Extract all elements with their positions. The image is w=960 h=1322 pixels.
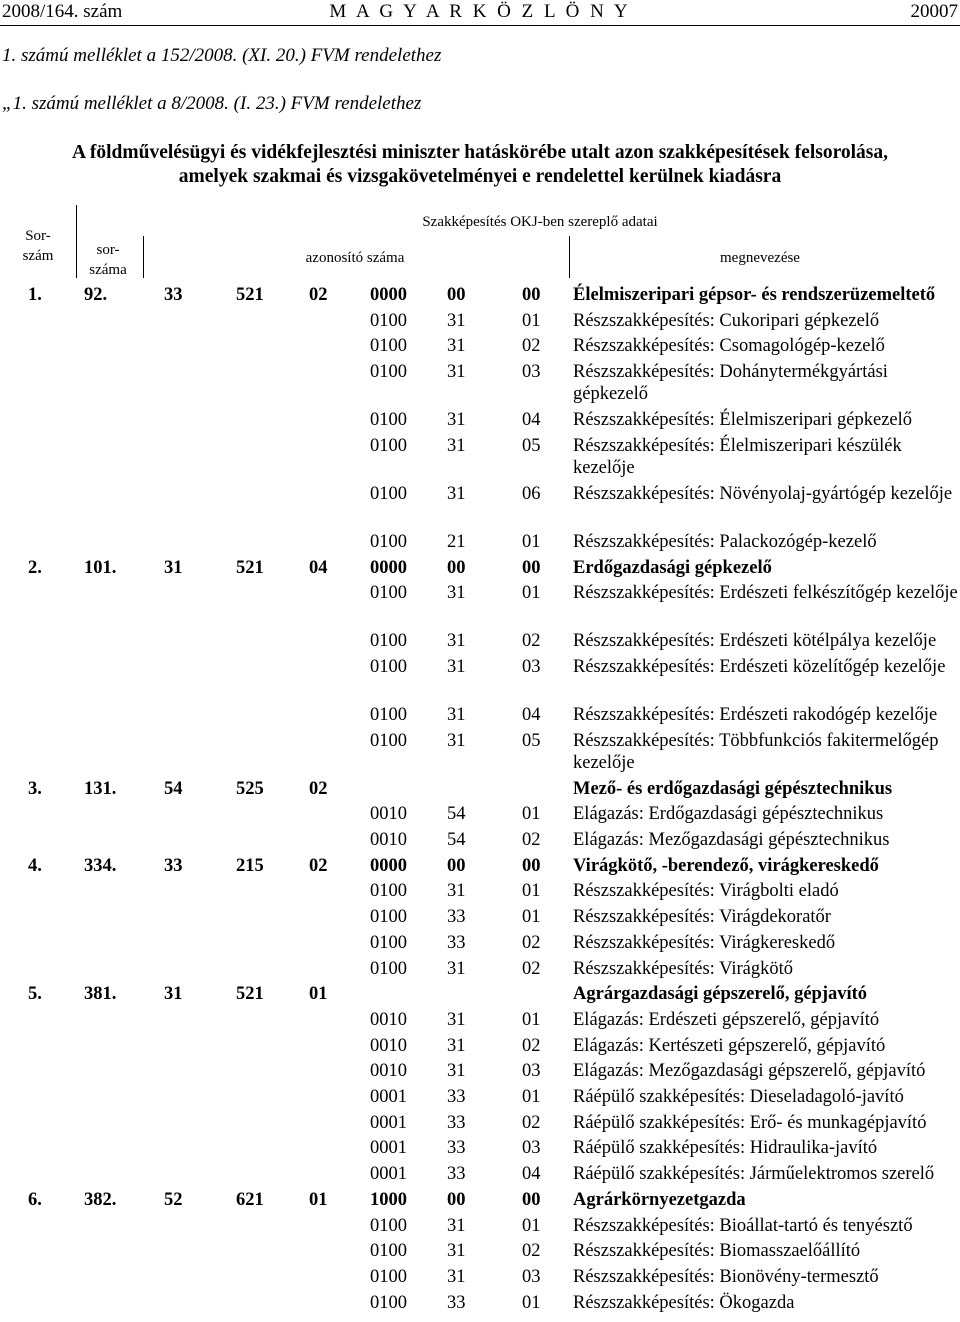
- table-row: [0, 879, 960, 905]
- journal-title: M A G Y A R K Ö Z L Ö N Y: [329, 1, 631, 22]
- cell-okj-part-5: 31: [447, 362, 466, 383]
- page-header: [0, 0, 960, 24]
- cell-okj-part-4: 0100: [370, 1215, 407, 1236]
- cell-megnevezes: Részszakképesítés: Bioállat-tartó és tenyésztő: [573, 1215, 913, 1236]
- table-row: [0, 1291, 960, 1317]
- cell-megnevezes: Részszakképesítés: Ökogazda: [573, 1292, 795, 1313]
- table-row: [0, 1214, 960, 1240]
- table-row: [0, 556, 960, 582]
- cell-megnevezes: Elágazás: Erdészeti gépszerelő, gépjavító: [573, 1009, 880, 1030]
- cell-okj-part-4: 0010: [370, 1009, 407, 1030]
- cell-megnevezes: Részszakképesítés: Virágdekoratőr: [573, 907, 831, 928]
- cell-okj-part-5: 31: [447, 1215, 466, 1236]
- cell-okj-part-4: 0100: [370, 483, 407, 504]
- annex-line-1: 1. számú melléklet a 152/2008. (XI. 20.) FVM rendelethez: [2, 45, 442, 66]
- cell-okj-part-1: 31: [164, 984, 183, 1005]
- cell-okj-part-4: 0001: [370, 1164, 407, 1185]
- cell-okj-part-4: 0100: [370, 362, 407, 383]
- cell-okj-part-5: 00: [447, 285, 466, 305]
- cell-okj-part-3: 02: [309, 778, 328, 799]
- table-row: [0, 905, 960, 931]
- table-row: [0, 828, 960, 854]
- cell-okj-part-5: 21: [447, 531, 466, 552]
- cell-megnevezes: Részszakképesítés: Többfunkciós fakitermelőgép kezelője: [573, 730, 939, 773]
- table-row: [0, 729, 960, 777]
- table-row: [0, 581, 960, 629]
- cell-okj-part-4: 0100: [370, 1266, 407, 1287]
- cell-okj-part-4: 0100: [370, 631, 407, 652]
- header-okj-group: Szakképesítés OKJ-ben szereplő adatai: [422, 214, 658, 230]
- cell-okj-part-4: 0100: [370, 310, 407, 331]
- table-row: [0, 703, 960, 729]
- cell-okj-part-6: 04: [522, 704, 541, 725]
- cell-okj-part-6: 01: [522, 1087, 541, 1107]
- table-row: [0, 1162, 960, 1188]
- table-row: [0, 982, 960, 1008]
- cell-megnevezes: Részszakképesítés: Virágbolti eladó: [573, 881, 839, 902]
- table-row: [0, 1034, 960, 1060]
- cell-megnevezes: Ráépülő szakképesítés: Hidraulika-javító: [573, 1138, 878, 1159]
- cell-megnevezes: Ráépülő szakképesítés: Dieseladagoló-javító: [573, 1087, 904, 1107]
- cell-okj-part-6: 02: [522, 932, 541, 953]
- cell-okj-part-5: 31: [447, 1266, 466, 1287]
- cell-okj-part-4: 0001: [370, 1112, 407, 1133]
- cell-megnevezes: Agrárgazdasági gépszerelő, gépjavító: [573, 984, 868, 1005]
- annex-line-2: „1. számú melléklet a 8/2008. (I. 23.) FVM rendelethez: [2, 93, 422, 114]
- cell-megnevezes: Részszakképesítés: Biomasszaelőállító: [573, 1241, 861, 1262]
- cell-okj-part-6: 02: [522, 958, 541, 979]
- cell-okj-part-4: 0001: [370, 1087, 407, 1107]
- cell-okj-part-5: 31: [447, 410, 466, 431]
- cell-okj-part-5: 33: [447, 1112, 466, 1133]
- cell-okj-part-4: 0010: [370, 1061, 407, 1082]
- cell-okj-part-5: 31: [447, 656, 466, 677]
- cell-okj-part-1: 33: [164, 855, 183, 876]
- table-row: [0, 1008, 960, 1034]
- cell-okj-part-4: 0100: [370, 932, 407, 953]
- cell-sorszam: 4.: [28, 855, 42, 876]
- table-row: [0, 1085, 960, 1111]
- table-row: [0, 434, 960, 482]
- cell-okj-part-4: 0000: [370, 855, 407, 876]
- cell-okj-part-6: 03: [522, 656, 541, 677]
- table-row: [0, 802, 960, 828]
- cell-okj-part-5: 54: [447, 830, 466, 850]
- table-row: [0, 854, 960, 880]
- cell-megnevezes: Elágazás: Kertészeti gépszerelő, gépjavító: [573, 1035, 886, 1056]
- cell-okj-part-6: 00: [522, 855, 541, 876]
- cell-sorszama: 131.: [84, 778, 117, 799]
- cell-okj-part-5: 31: [447, 631, 466, 652]
- cell-okj-part-6: 01: [522, 1292, 541, 1313]
- cell-sorszam: 5.: [28, 984, 42, 1005]
- cell-megnevezes: Részszakképesítés: Növényolaj-gyártógép kezelője: [573, 483, 953, 504]
- cell-okj-part-5: 00: [447, 557, 466, 578]
- cell-megnevezes: Elágazás: Mezőgazdasági gépésztechnikus: [573, 830, 890, 850]
- cell-megnevezes: Részszakképesítés: Cukoripari gépkezelő: [573, 310, 880, 331]
- cell-megnevezes: Részszakképesítés: Erdészeti közelítőgép kezelője: [573, 656, 946, 677]
- cell-okj-part-5: 31: [447, 958, 466, 979]
- cell-okj-part-6: 05: [522, 730, 541, 751]
- cell-okj-part-6: 01: [522, 907, 541, 928]
- table-row: [0, 629, 960, 655]
- cell-okj-part-4: 0100: [370, 704, 407, 725]
- cell-okj-part-6: 01: [522, 804, 541, 825]
- header-sorszama: sor- száma: [89, 242, 127, 278]
- table-row: [0, 655, 960, 703]
- cell-okj-part-2: 621: [236, 1189, 264, 1210]
- table-row: [0, 1265, 960, 1291]
- cell-okj-part-3: 02: [309, 285, 328, 305]
- cell-okj-part-2: 525: [236, 778, 264, 799]
- cell-okj-part-5: 31: [447, 1035, 466, 1056]
- cell-megnevezes: Ráépülő szakképesítés: Erő- és munkagépjavító: [573, 1112, 927, 1133]
- cell-okj-part-2: 521: [236, 984, 264, 1005]
- cell-megnevezes: Agrárkörnyezetgazda: [573, 1189, 746, 1210]
- table-row: [0, 334, 960, 360]
- cell-okj-part-4: 0100: [370, 583, 407, 604]
- cell-megnevezes: Részszakképesítés: Erdészeti rakodógép kezelője: [573, 704, 938, 725]
- cell-sorszama: 101.: [84, 557, 117, 578]
- table-row: [0, 931, 960, 957]
- cell-okj-part-6: 00: [522, 1189, 541, 1210]
- cell-okj-part-4: 0100: [370, 1292, 407, 1313]
- cell-okj-part-4: 0100: [370, 410, 407, 431]
- cell-okj-part-6: 00: [522, 285, 541, 305]
- cell-megnevezes: Részszakképesítés: Erdészeti felkészítőgép kezelője: [573, 583, 958, 604]
- cell-okj-part-6: 05: [522, 435, 541, 456]
- cell-okj-part-5: 31: [447, 435, 466, 456]
- cell-okj-part-4: 0100: [370, 656, 407, 677]
- cell-okj-part-6: 01: [522, 310, 541, 331]
- cell-okj-part-6: 02: [522, 1241, 541, 1262]
- cell-okj-part-6: 01: [522, 531, 541, 552]
- cell-okj-part-1: 52: [164, 1189, 183, 1210]
- cell-megnevezes: Virágkötő, -berendező, virágkereskedő: [573, 855, 879, 876]
- cell-sorszam: 1.: [28, 285, 42, 305]
- cell-megnevezes: Elágazás: Erdőgazdasági gépésztechnikus: [573, 804, 884, 825]
- header-divider: [143, 236, 144, 278]
- cell-okj-part-5: 31: [447, 1061, 466, 1082]
- cell-okj-part-5: 54: [447, 804, 466, 825]
- cell-okj-part-4: 0001: [370, 1138, 407, 1159]
- cell-okj-part-2: 521: [236, 285, 264, 305]
- table-row: [0, 482, 960, 530]
- cell-okj-part-5: 33: [447, 1087, 466, 1107]
- cell-sorszam: 3.: [28, 778, 42, 799]
- cell-okj-part-6: 03: [522, 1138, 541, 1159]
- cell-okj-part-6: 03: [522, 362, 541, 383]
- cell-okj-part-3: 01: [309, 984, 328, 1005]
- cell-okj-part-1: 33: [164, 285, 183, 305]
- cell-okj-part-5: 33: [447, 1164, 466, 1185]
- issue-number: 2008/164. szám: [2, 1, 123, 22]
- cell-okj-part-6: 00: [522, 557, 541, 578]
- cell-okj-part-6: 02: [522, 631, 541, 652]
- cell-okj-part-4: 0010: [370, 1035, 407, 1056]
- cell-okj-part-2: 215: [236, 855, 264, 876]
- cell-okj-part-3: 04: [309, 557, 328, 578]
- cell-okj-part-6: 02: [522, 336, 541, 357]
- cell-okj-part-5: 31: [447, 336, 466, 357]
- cell-megnevezes: Élelmiszeripari gépsor- és rendszerüzemeltető: [573, 285, 936, 305]
- cell-okj-part-6: 01: [522, 1009, 541, 1030]
- cell-okj-part-6: 02: [522, 1035, 541, 1056]
- cell-okj-part-5: 31: [447, 310, 466, 331]
- cell-megnevezes: Részszakképesítés: Erdészeti kötélpálya kezelője: [573, 631, 937, 652]
- cell-okj-part-6: 04: [522, 1164, 541, 1185]
- cell-okj-part-5: 33: [447, 1138, 466, 1159]
- cell-okj-part-4: 0100: [370, 1241, 407, 1262]
- cell-okj-part-5: 33: [447, 907, 466, 928]
- cell-okj-part-6: 01: [522, 583, 541, 604]
- cell-okj-part-2: 521: [236, 557, 264, 578]
- cell-okj-part-5: 31: [447, 483, 466, 504]
- cell-megnevezes: Részszakképesítés: Bionövény-termesztő: [573, 1266, 879, 1287]
- table-row: [0, 777, 960, 803]
- cell-okj-part-4: 0010: [370, 804, 407, 825]
- header-divider: [76, 205, 77, 278]
- cell-sorszam: 2.: [28, 557, 42, 578]
- cell-sorszama: 92.: [84, 285, 108, 305]
- header-megnevezes: megnevezése: [720, 250, 800, 266]
- cell-okj-part-4: 0100: [370, 881, 407, 902]
- cell-megnevezes: Részszakképesítés: Palackozógép-kezelő: [573, 531, 877, 552]
- cell-okj-part-6: 06: [522, 483, 541, 504]
- cell-okj-part-6: 03: [522, 1266, 541, 1287]
- table-row: [0, 309, 960, 335]
- header-rule: [0, 25, 960, 26]
- document-title-line-2: amelyek szakmai és vizsgakövetelményei e rendelettel kerülnek kiadásra: [178, 166, 782, 187]
- cell-okj-part-1: 54: [164, 778, 183, 799]
- cell-okj-part-4: 0100: [370, 730, 407, 751]
- cell-okj-part-5: 31: [447, 881, 466, 902]
- cell-okj-part-6: 01: [522, 1215, 541, 1236]
- cell-okj-part-5: 31: [447, 1009, 466, 1030]
- cell-okj-part-4: 0000: [370, 285, 407, 305]
- cell-okj-part-5: 33: [447, 932, 466, 953]
- cell-megnevezes: Részszakképesítés: Élelmiszeripari készülék kezelője: [573, 435, 902, 478]
- table-row: [0, 283, 960, 309]
- cell-sorszama: 381.: [84, 984, 117, 1005]
- cell-megnevezes: Ráépülő szakképesítés: Járműelektromos szerelő: [573, 1164, 935, 1185]
- cell-okj-part-5: 31: [447, 583, 466, 604]
- cell-okj-part-5: 00: [447, 855, 466, 876]
- cell-megnevezes: Elágazás: Mezőgazdasági gépszerelő, gépjavító: [573, 1061, 926, 1082]
- table-row: [0, 1059, 960, 1085]
- cell-megnevezes: Mező- és erdőgazdasági gépésztechnikus: [573, 778, 893, 799]
- cell-okj-part-4: 0010: [370, 830, 407, 850]
- table-row: [0, 1111, 960, 1137]
- cell-okj-part-5: 00: [447, 1189, 466, 1210]
- cell-okj-part-4: 0100: [370, 958, 407, 979]
- cell-megnevezes: Részszakképesítés: Csomagológép-kezelő: [573, 336, 885, 357]
- table-row: [0, 408, 960, 434]
- cell-sorszama: 382.: [84, 1189, 117, 1210]
- table-row: [0, 1136, 960, 1162]
- cell-okj-part-1: 31: [164, 557, 183, 578]
- cell-okj-part-6: 01: [522, 881, 541, 902]
- table-row: [0, 1239, 960, 1265]
- cell-okj-part-5: 33: [447, 1292, 466, 1313]
- cell-megnevezes: Részszakképesítés: Élelmiszeripari gépkezelő: [573, 410, 913, 431]
- table-row: [0, 360, 960, 408]
- cell-okj-part-3: 01: [309, 1189, 328, 1210]
- cell-okj-part-6: 03: [522, 1061, 541, 1082]
- cell-okj-part-6: 02: [522, 830, 541, 850]
- cell-okj-part-4: 0100: [370, 531, 407, 552]
- cell-okj-part-3: 02: [309, 855, 328, 876]
- cell-megnevezes: Erdőgazdasági gépkezelő: [573, 557, 772, 578]
- cell-okj-part-4: 0100: [370, 336, 407, 357]
- cell-megnevezes: Részszakképesítés: Virágkötő: [573, 958, 793, 979]
- cell-sorszam: 6.: [28, 1189, 42, 1210]
- table-row: [0, 957, 960, 983]
- cell-okj-part-5: 31: [447, 730, 466, 751]
- document-title-line-1: A földművelésügyi és vidékfejlesztési miniszter hatáskörébe utalt azon szakképesítések felsorolása,: [71, 142, 889, 163]
- cell-sorszama: 334.: [84, 855, 117, 876]
- cell-okj-part-4: 0100: [370, 435, 407, 456]
- cell-okj-part-5: 31: [447, 1241, 466, 1262]
- cell-megnevezes: Részszakképesítés: Virágkereskedő: [573, 932, 836, 953]
- cell-okj-part-5: 31: [447, 704, 466, 725]
- cell-okj-part-4: 0000: [370, 557, 407, 578]
- header-divider: [569, 236, 570, 278]
- header-azonosito: azonosító száma: [305, 250, 405, 266]
- cell-okj-part-4: 1000: [370, 1189, 407, 1210]
- cell-okj-part-6: 04: [522, 410, 541, 431]
- cell-okj-part-4: 0100: [370, 907, 407, 928]
- header-sorszam: Sor- szám: [22, 228, 54, 264]
- table-row: [0, 1188, 960, 1214]
- cell-megnevezes: Részszakképesítés: Dohánytermékgyártási gépkezelő: [573, 362, 888, 405]
- table-row: [0, 530, 960, 556]
- page-number: 20007: [910, 1, 958, 22]
- cell-okj-part-6: 02: [522, 1112, 541, 1133]
